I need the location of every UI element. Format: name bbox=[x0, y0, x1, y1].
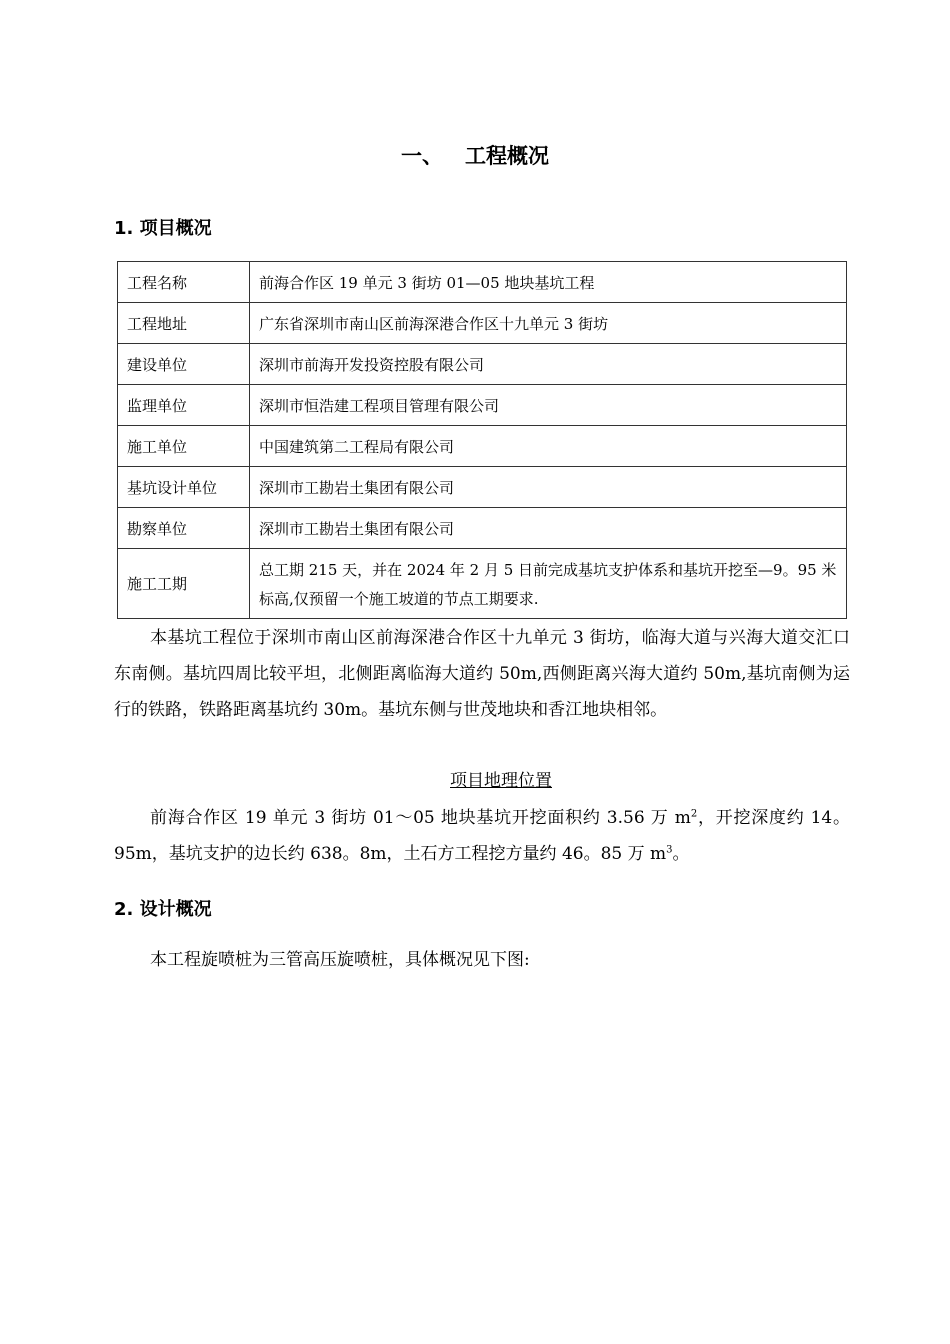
table-label-cell: 工程地址 bbox=[118, 303, 250, 344]
table-value-cell: 深圳市工勘岩土集团有限公司 bbox=[250, 467, 847, 508]
table-value-cell: 深圳市恒浩建工程项目管理有限公司 bbox=[250, 385, 847, 426]
paragraph-jet-grouting: 本工程旋喷桩为三管高压旋喷桩，具体概况见下图: bbox=[150, 950, 530, 970]
text-fragment: ，开挖深度约 14。95m，基坑支护的边长约 638。8m，土石方工程挖方量约 46。85 万 m bbox=[114, 808, 850, 864]
table-label-cell: 建设单位 bbox=[118, 344, 250, 385]
table-value-cell: 深圳市前海开发投资控股有限公司 bbox=[250, 344, 847, 385]
table-row bbox=[118, 426, 847, 467]
table-value-cell: 广东省深圳市南山区前海深港合作区十九单元 3 街坊 bbox=[250, 303, 847, 344]
table-row bbox=[118, 467, 847, 508]
section-heading-design-overview: 2. 设计概况 bbox=[114, 899, 212, 920]
superscript: 2 bbox=[690, 808, 698, 820]
figure-caption: 项目地理位置 bbox=[450, 771, 552, 791]
table-row bbox=[118, 508, 847, 549]
project-info-table bbox=[117, 261, 847, 619]
table-row bbox=[118, 262, 847, 303]
table-row bbox=[118, 344, 847, 385]
table-label-cell: 监理单位 bbox=[118, 385, 250, 426]
text-fragment: 前海合作区 19 单元 3 街坊 01～05 地块基坑开挖面积约 3.56 万 m bbox=[150, 808, 691, 828]
table-label-cell: 勘察单位 bbox=[118, 508, 250, 549]
table-row bbox=[118, 385, 847, 426]
table-label-cell: 施工工期 bbox=[118, 549, 250, 619]
table-row bbox=[118, 549, 847, 619]
chapter-title bbox=[0, 140, 950, 170]
table-value-cell: 前海合作区 19 单元 3 街坊 01—05 地块基坑工程 bbox=[250, 262, 847, 303]
table-value-cell: 深圳市工勘岩土集团有限公司 bbox=[250, 508, 847, 549]
table-value-cell: 中国建筑第二工程局有限公司 bbox=[250, 426, 847, 467]
superscript: 3 bbox=[666, 844, 673, 856]
chapter-number: 一、 bbox=[401, 144, 443, 168]
table-row bbox=[118, 303, 847, 344]
table-value-cell: 总工期 215 天，并在 2024 年 2 月 5 日前完成基坑支护体系和基坑开挖至—9。95 米标高,仅预留一个施工坡道的节点工期要求. bbox=[250, 549, 847, 619]
section-heading-project-overview: 1. 项目概况 bbox=[114, 218, 212, 239]
paragraph-site-location: 本基坑工程位于深圳市南山区前海深港合作区十九单元 3 街坊，临海大道与兴海大道交汇口东南侧。基坑四周比较平坦，北侧距离临海大道约 50m,西侧距离兴海大道约 50m,基坑南侧为运行的铁路，铁路距离基坑约 30m。基坑东侧与世茂地块和香江地块相邻。 bbox=[114, 628, 850, 720]
paragraph-excavation-scale bbox=[114, 800, 850, 872]
chapter-title-text: 工程概况 bbox=[465, 144, 549, 168]
table-label-cell: 基坑设计单位 bbox=[118, 467, 250, 508]
table-label-cell: 工程名称 bbox=[118, 262, 250, 303]
text-fragment: 。 bbox=[672, 844, 690, 864]
table-label-cell: 施工单位 bbox=[118, 426, 250, 467]
